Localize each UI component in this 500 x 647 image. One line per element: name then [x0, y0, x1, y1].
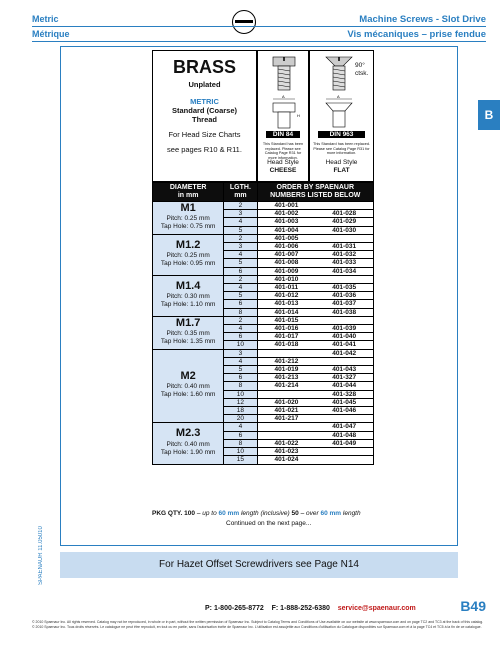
length-cell: 8	[224, 382, 257, 390]
cheese-part-number[interactable]: 401-024	[257, 456, 315, 464]
angle-value: 90°	[355, 62, 365, 69]
flat-part-number[interactable]: 401-032	[315, 251, 373, 259]
size-label: M2.3	[175, 427, 201, 440]
flat-part-number[interactable]: 401-042	[315, 349, 373, 357]
flat-part-number[interactable]: 401-046	[315, 407, 373, 415]
flat-part-number[interactable]: 401-049	[315, 439, 373, 447]
cheese-part-number[interactable]: 401-021	[257, 407, 315, 415]
col-order: ORDER BY SPAENAUR NUMBERS LISTED BELOW	[257, 183, 373, 202]
pkg-text: length	[342, 510, 361, 517]
flat-part-number[interactable]	[315, 456, 373, 464]
fax-label: F:	[271, 605, 279, 612]
length-cell: 2	[224, 275, 257, 283]
page-number: B49	[460, 598, 486, 614]
tap-hole-label: Tap Hole: 1.60 mm	[160, 391, 216, 399]
length-cell: 5	[224, 292, 257, 300]
table-row	[153, 202, 374, 210]
table-row	[153, 234, 374, 242]
length-cell: 2	[224, 202, 257, 210]
flat-part-number[interactable]	[315, 316, 373, 324]
contact-line	[205, 605, 416, 612]
chart-ref-line2: see pages R10 & R11.	[167, 145, 242, 154]
flat-part-number[interactable]: 401-040	[315, 333, 373, 341]
table-row	[153, 275, 374, 283]
cheese-part-number[interactable]: 401-023	[257, 448, 315, 456]
cheese-part-number[interactable]	[257, 423, 315, 431]
diameter-cell	[153, 349, 224, 423]
length-cell: 15	[224, 456, 257, 464]
flat-part-number[interactable]: 401-036	[315, 292, 373, 300]
table-row	[153, 423, 374, 431]
cheese-part-number[interactable]: 401-003	[257, 218, 315, 226]
size-label: M1.2	[175, 238, 201, 251]
flat-part-number[interactable]: 401-039	[315, 325, 373, 333]
size-label: M1.7	[175, 316, 201, 329]
head-style-flat: FLAT	[333, 167, 350, 174]
cheese-part-number[interactable]: 401-007	[257, 251, 315, 259]
cheese-part-number[interactable]: 401-213	[257, 374, 315, 382]
fax-number: 1-888-252-6380	[280, 605, 330, 612]
tap-hole-label: Tap Hole: 0.95 mm	[160, 259, 216, 267]
cheese-part-number[interactable]: 401-005	[257, 234, 315, 242]
material-title: BRASS	[172, 57, 236, 77]
cheese-part-number[interactable]: 401-217	[257, 415, 315, 423]
copyright-footer: © 2010 Spaenaur Inc. All rights reserved. Catalog may not be reproduced, in whole or in part, without the written permission of Spaenaur Inc. Subject to Catalog Terms and Conditions of Use available on our website at www.spaenaur.com and on page TC2 and TC3 at the back of this catalog. © 2010 Spaenaur Inc. Tous droits réservés. Le catalogue ne peut être reproduit, en tout ou en partie, sans l'autorisation écrite de Spaenaur Inc. L'utilisation est assujettie aux Conditions d'utilisation du Catalogue disponibles sur Spaenaur.com et à la page TC4 et TC5 à la fin de ce catalogue.	[32, 620, 484, 629]
pkg-qty-over: 50	[291, 510, 299, 517]
length-cell: 10	[224, 390, 257, 398]
cheese-part-number[interactable]: 401-009	[257, 267, 315, 275]
length-cell: 4	[224, 357, 257, 365]
length-cell: 4	[224, 251, 257, 259]
cheese-part-number[interactable]	[257, 349, 315, 357]
pitch-label: Pitch: 0.30 mm	[166, 292, 210, 300]
col-length: LGTH. mm	[224, 183, 257, 202]
length-cell: 8	[224, 308, 257, 316]
cheese-part-number[interactable]: 401-010	[257, 275, 315, 283]
flat-part-number[interactable]: 401-043	[315, 366, 373, 374]
din-84-badge: DIN 84	[266, 131, 300, 138]
cheese-part-number[interactable]: 401-002	[257, 210, 315, 218]
phone-label: P:	[205, 605, 212, 612]
tap-hole-label: Tap Hole: 1.90 mm	[160, 448, 216, 456]
header-divider	[32, 41, 486, 42]
length-cell: 2	[224, 316, 257, 324]
flat-part-number[interactable]	[315, 448, 373, 456]
length-cell: 4	[224, 325, 257, 333]
size-label: M2	[180, 369, 196, 382]
tap-hole-label: Tap Hole: 1.35 mm	[160, 337, 216, 345]
angle-label: ctsk.	[355, 70, 369, 77]
flat-head-style	[310, 159, 373, 175]
flat-part-number[interactable]: 401-041	[315, 341, 373, 349]
col-diameter: DIAMETER in mm	[153, 183, 224, 202]
hazet-banner[interactable]: For Hazet Offset Screwdrivers see Page N14	[60, 552, 458, 578]
flat-part-number[interactable]: 401-028	[315, 210, 373, 218]
length-cell: 18	[224, 407, 257, 415]
pkg-label: PKG QTY. 100	[152, 510, 195, 517]
continued-note: Continued on the next page...	[226, 520, 312, 527]
chart-ref-line1: For Head Size Charts	[168, 130, 241, 139]
svg-text:A: A	[337, 94, 340, 99]
cheese-part-number[interactable]: 401-019	[257, 366, 315, 374]
length-cell: 5	[224, 259, 257, 267]
pkg-length: 60 mm	[320, 510, 342, 517]
flat-part-number[interactable]: 401-035	[315, 284, 373, 292]
size-label: M1	[180, 201, 196, 214]
material-panel	[152, 50, 257, 182]
flat-part-number[interactable]	[315, 234, 373, 242]
header-metrique: Métrique	[32, 29, 70, 39]
cheese-head-style	[258, 159, 308, 175]
cheese-part-number[interactable]	[257, 390, 315, 398]
table-row	[153, 349, 374, 357]
flat-part-number[interactable]: 401-327	[315, 374, 373, 382]
flat-part-number[interactable]	[315, 275, 373, 283]
pitch-label: Pitch: 0.35 mm	[166, 329, 210, 337]
email-link[interactable]: service@spaenaur.com	[337, 605, 416, 612]
length-cell: 10	[224, 448, 257, 456]
table-row	[153, 316, 374, 324]
length-cell: 4	[224, 218, 257, 226]
cheese-part-number[interactable]: 401-022	[257, 439, 315, 447]
cheese-part-number[interactable]: 401-004	[257, 226, 315, 234]
length-cell: 6	[224, 431, 257, 439]
thread-line1: Standard (Coarse)	[171, 106, 237, 115]
length-cell: 5	[224, 226, 257, 234]
length-cell: 4	[224, 423, 257, 431]
length-cell: 2	[224, 234, 257, 242]
flat-part-number[interactable]: 401-034	[315, 267, 373, 275]
diameter-cell	[153, 275, 224, 316]
countersink-angle	[355, 62, 368, 78]
length-cell: 12	[224, 398, 257, 406]
phone-number[interactable]: 1-800-265-8772	[213, 605, 264, 612]
flat-part-number[interactable]: 401-038	[315, 308, 373, 316]
cheese-part-number[interactable]: 401-214	[257, 382, 315, 390]
diameter-cell	[153, 316, 224, 349]
pkg-text: – over	[300, 510, 319, 517]
length-cell: 3	[224, 210, 257, 218]
header-metric: Metric	[32, 14, 59, 24]
cheese-part-number[interactable]: 401-001	[257, 202, 315, 210]
head-style-cheese: CHEESE	[269, 167, 297, 174]
cheese-screw-icon	[258, 51, 310, 131]
flat-part-number[interactable]	[315, 357, 373, 365]
cheese-part-number[interactable]: 401-008	[257, 259, 315, 267]
header-title: Machine Screws - Slot Drive	[359, 14, 486, 25]
header-title-fr: Vis mécaniques – prise fendue	[347, 29, 486, 40]
length-cell: 6	[224, 267, 257, 275]
length-cell: 6	[224, 300, 257, 308]
length-cell: 6	[224, 333, 257, 341]
flat-part-number[interactable]: 401-045	[315, 398, 373, 406]
length-cell: 10	[224, 341, 257, 349]
slot-drive-icon	[232, 10, 256, 34]
thread-line2: Thread	[191, 115, 217, 124]
flat-part-number[interactable]	[315, 202, 373, 210]
flat-part-number[interactable]: 401-037	[315, 300, 373, 308]
cheese-part-number[interactable]: 401-014	[257, 308, 315, 316]
diameter-cell	[153, 202, 224, 235]
cheese-part-number[interactable]: 401-017	[257, 333, 315, 341]
tap-hole-label: Tap Hole: 1.10 mm	[160, 300, 216, 308]
pkg-text: length (inclusive)	[240, 510, 290, 517]
header-right	[347, 12, 486, 42]
flat-part-number[interactable]: 401-047	[315, 423, 373, 431]
cheese-part-number[interactable]: 401-006	[257, 243, 315, 251]
length-cell: 5	[224, 366, 257, 374]
length-cell: 8	[224, 439, 257, 447]
flat-part-number[interactable]: 401-048	[315, 431, 373, 439]
length-cell: 6	[224, 374, 257, 382]
head-style-label: Head Style	[267, 159, 299, 166]
flat-replaced-note: This Standard has been replaced. Please see Catalog Page R31 for more information.	[313, 142, 370, 155]
flat-part-number[interactable]: 401-031	[315, 243, 373, 251]
cheese-part-number[interactable]: 401-018	[257, 341, 315, 349]
flat-part-number[interactable]: 401-033	[315, 259, 373, 267]
cheese-part-number[interactable]: 401-012	[257, 292, 315, 300]
pitch-label: Pitch: 0.25 mm	[166, 215, 210, 222]
header-left	[32, 12, 70, 42]
flat-part-number[interactable]	[315, 415, 373, 423]
length-cell: 4	[224, 284, 257, 292]
section-tab[interactable]: B	[478, 100, 500, 130]
parts-table	[152, 182, 374, 465]
finish-label: Unplated	[188, 80, 221, 89]
length-cell: 20	[224, 415, 257, 423]
cheese-head-drawing	[257, 50, 309, 182]
package-quantity	[152, 510, 361, 517]
header-divider	[32, 26, 486, 27]
cheese-replaced-note: This Standard has been replaced. Please see Catalog Page R31 for more information.	[262, 142, 304, 160]
cheese-part-number[interactable]: 401-013	[257, 300, 315, 308]
pitch-label: Pitch: 0.40 mm	[166, 440, 210, 448]
length-cell: 3	[224, 243, 257, 251]
diameter-cell	[153, 234, 224, 275]
cheese-part-number[interactable]: 401-020	[257, 398, 315, 406]
tap-hole-label: Tap Hole: 0.75 mm	[160, 223, 216, 230]
head-style-label: Head Style	[325, 159, 358, 166]
cheese-part-number[interactable]: 401-011	[257, 284, 315, 292]
cheese-part-number[interactable]: 401-016	[257, 325, 315, 333]
flat-part-number[interactable]: 401-029	[315, 218, 373, 226]
diameter-cell	[153, 423, 224, 464]
flat-part-number[interactable]: 401-328	[315, 390, 373, 398]
metric-label: METRIC	[190, 97, 219, 106]
pitch-label: Pitch: 0.25 mm	[166, 251, 210, 259]
svg-text:H: H	[297, 113, 300, 118]
flat-part-number[interactable]: 401-030	[315, 226, 373, 234]
size-label: M1.4	[175, 279, 201, 292]
pkg-text: – up to	[196, 510, 217, 517]
din-963-badge: DIN 963	[318, 131, 365, 138]
length-cell: 3	[224, 349, 257, 357]
side-code: SPAENAUR 11.05010	[38, 526, 44, 585]
pitch-label: Pitch: 0.40 mm	[166, 383, 210, 391]
pkg-length: 60 mm	[218, 510, 240, 517]
cheese-part-number[interactable]: 401-015	[257, 316, 315, 324]
svg-text:A: A	[282, 94, 285, 99]
flat-part-number[interactable]: 401-044	[315, 382, 373, 390]
cheese-part-number[interactable]	[257, 431, 315, 439]
cheese-part-number[interactable]: 401-212	[257, 357, 315, 365]
